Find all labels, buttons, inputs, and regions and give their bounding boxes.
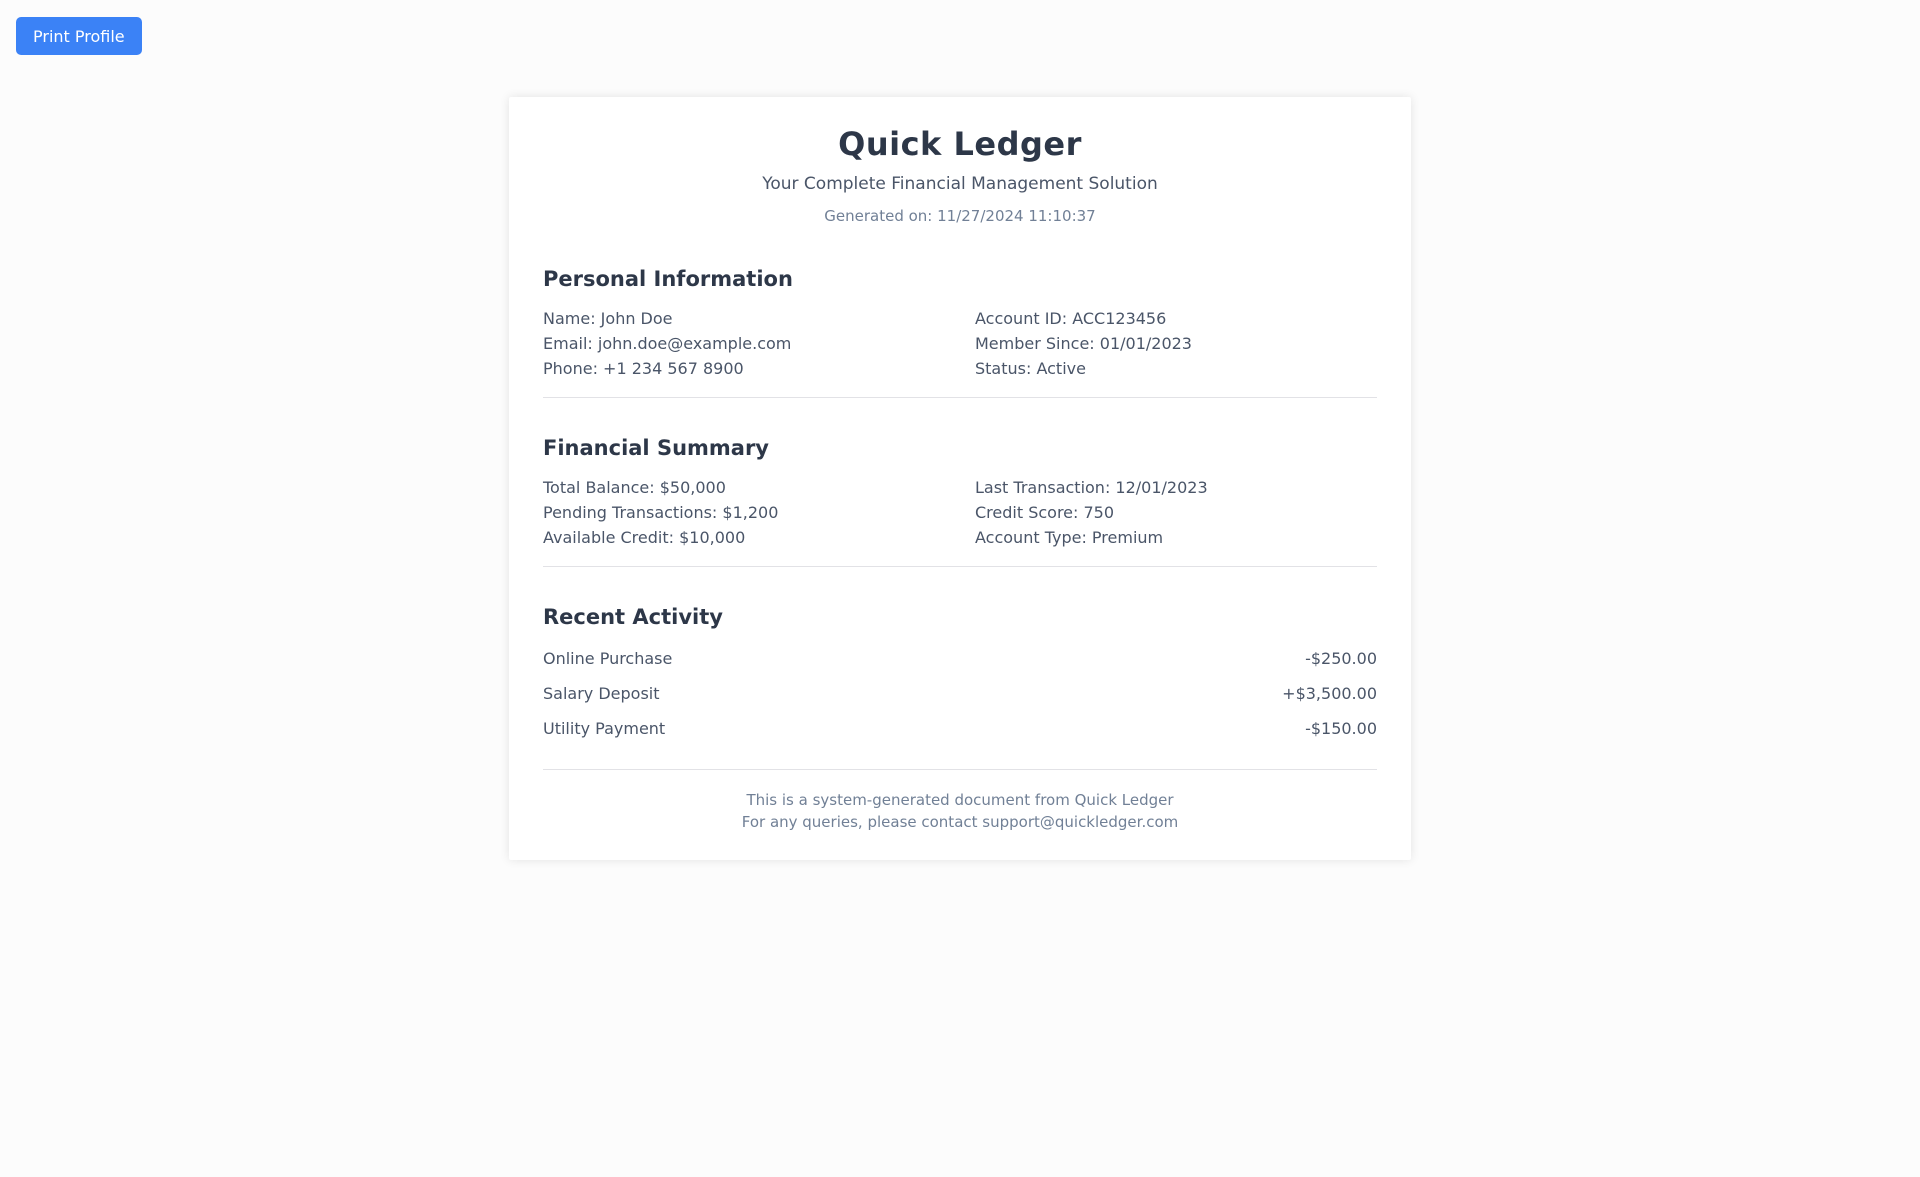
section-divider <box>543 397 1377 398</box>
financial-summary-grid <box>543 475 1377 550</box>
email-value: Email: john.doe@example.com <box>543 334 792 353</box>
activity-label: Salary Deposit <box>543 684 660 703</box>
activity-amount: -$250.00 <box>1305 649 1377 668</box>
personal-information-heading: Personal Information <box>543 267 793 291</box>
status-value: Status: Active <box>975 359 1086 378</box>
financial-right-column <box>965 475 1377 550</box>
section-divider <box>543 566 1377 567</box>
personal-info-left-column <box>543 306 955 381</box>
footer-line-2: For any queries, please contact support@quickledger.com <box>741 813 1179 831</box>
account-type-value: Account Type: Premium <box>975 528 1164 547</box>
total-balance-value: Total Balance: $50,000 <box>543 478 726 497</box>
profile-card <box>509 97 1411 860</box>
pending-transactions-value: Pending Transactions: $1,200 <box>543 503 779 522</box>
available-credit-value: Available Credit: $10,000 <box>543 528 746 547</box>
credit-score-value: Credit Score: 750 <box>975 503 1115 522</box>
account-id-value: Account ID: ACC123456 <box>975 309 1167 328</box>
personal-information-grid <box>543 306 1377 381</box>
financial-summary-section <box>543 436 1377 567</box>
recent-activity-section <box>543 605 1377 770</box>
activity-label: Utility Payment <box>543 719 666 738</box>
recent-activity-heading: Recent Activity <box>543 605 723 629</box>
phone-value: Phone: +1 234 567 8900 <box>543 359 744 378</box>
personal-info-right-column <box>965 306 1377 381</box>
member-since-value: Member Since: 01/01/2023 <box>975 334 1192 353</box>
footer-line-1: This is a system-generated document from Quick Ledger <box>746 791 1174 809</box>
name-value: Name: John Doe <box>543 309 673 328</box>
card-footer <box>543 792 1377 830</box>
activity-row <box>543 647 1377 671</box>
activity-label: Online Purchase <box>543 649 673 668</box>
card-header <box>543 125 1377 225</box>
personal-information-section <box>543 267 1377 398</box>
print-profile-button[interactable]: Print Profile <box>16 17 142 55</box>
financial-summary-heading: Financial Summary <box>543 436 769 460</box>
activity-row <box>543 682 1377 706</box>
activity-amount: -$150.00 <box>1305 719 1377 738</box>
last-transaction-value: Last Transaction: 12/01/2023 <box>975 478 1208 497</box>
activity-row <box>543 717 1377 741</box>
generated-timestamp: Generated on: 11/27/2024 11:10:37 <box>824 207 1096 225</box>
financial-left-column <box>543 475 955 550</box>
page-subtitle: Your Complete Financial Management Solution <box>762 174 1158 194</box>
page-title: Quick Ledger <box>838 125 1082 163</box>
footer-divider <box>543 769 1377 770</box>
activity-amount: +$3,500.00 <box>1282 684 1377 703</box>
activity-list <box>543 647 1377 741</box>
